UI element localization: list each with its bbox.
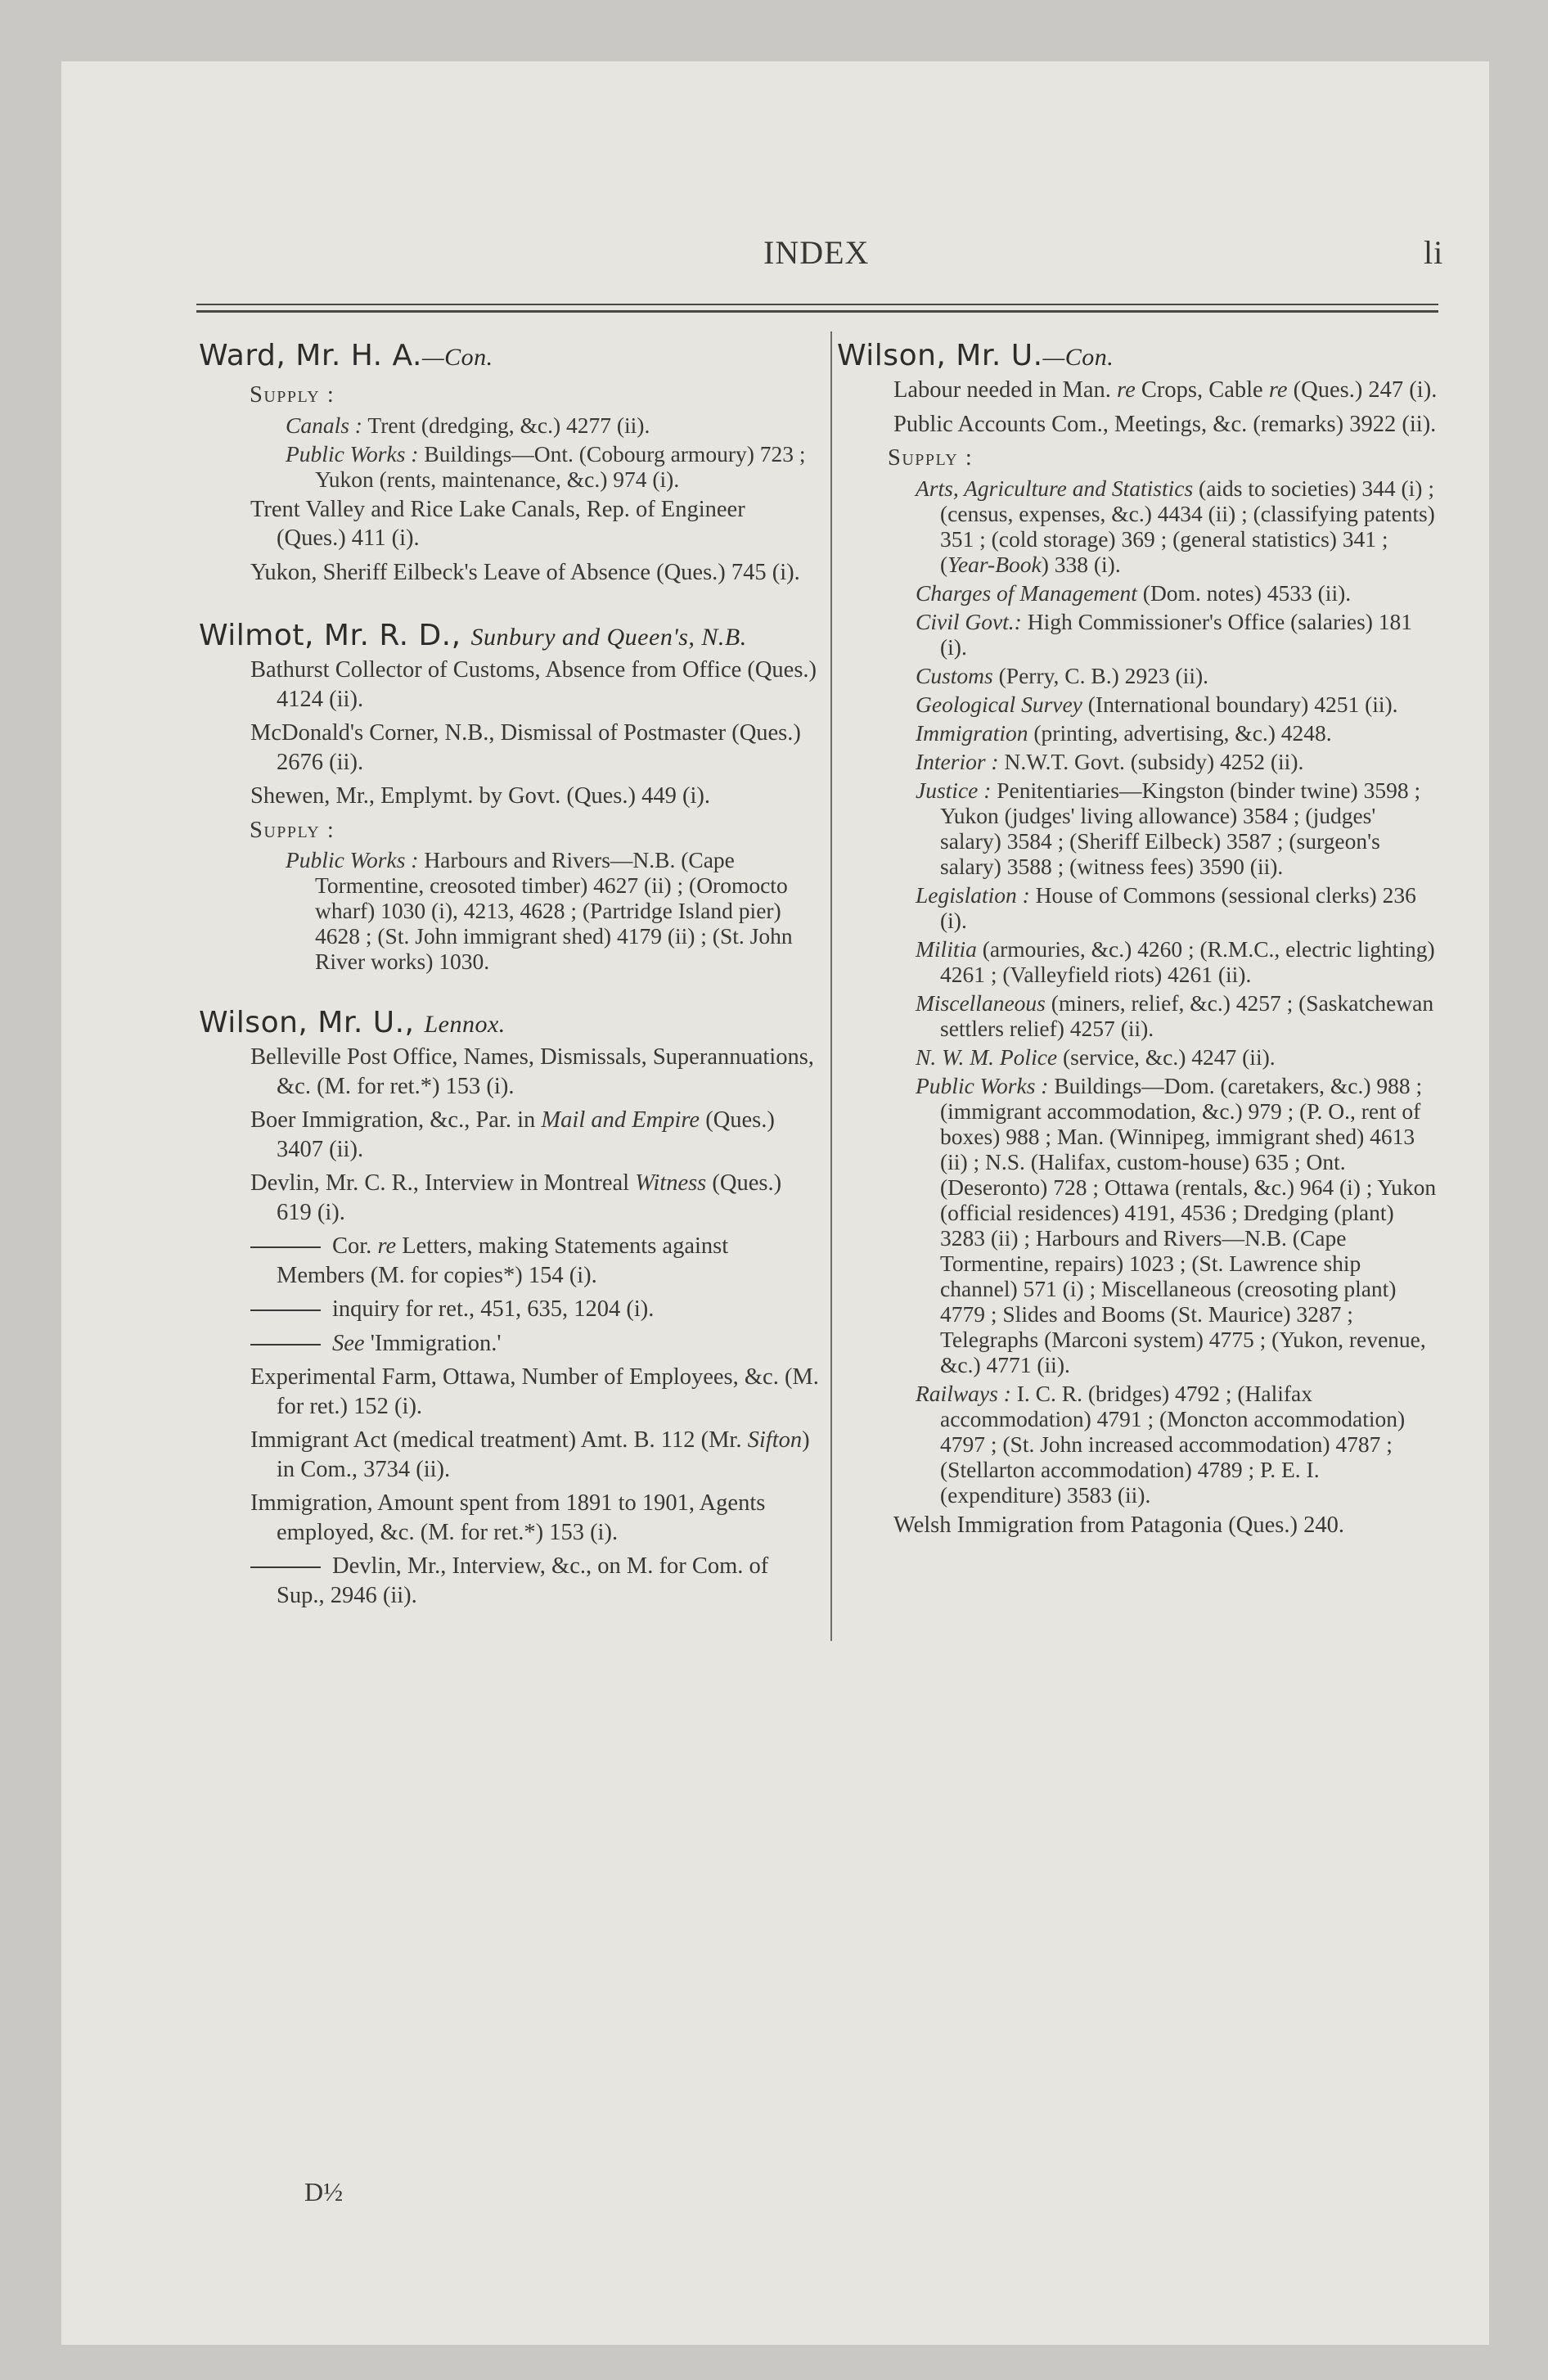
ditto-dash bbox=[250, 1309, 321, 1311]
index-entry: Experimental Farm, Ottawa, Number of Employees, &c. (M. for ret.) 152 (i). bbox=[250, 1364, 819, 1419]
index-subentry: Devlin, Mr., Interview, &c., on M. for Com. of Sup., 2946 (ii). bbox=[225, 1552, 819, 1610]
entry-heading: Wilson, Mr. U.—Con. bbox=[837, 339, 1114, 372]
supply-item: Justice : Penitentiaries—Kingston (binder twine) 3598 ; Yukon (judges' living allowance) 3584 ; (judges' salary) 3584 ; (Sheriff Eilbeck) 3587 ; (surgeon's salary) 3588 ; (witness fees) 3590 (ii). bbox=[916, 777, 1421, 879]
index-entry: Public Accounts Com., Meetings, &c. (remarks) 3922 (ii). bbox=[893, 411, 1437, 437]
ditto-dash bbox=[250, 1344, 321, 1346]
supply-item: Immigration (printing, advertising, &c.) 4248. bbox=[916, 719, 1332, 746]
page bbox=[61, 61, 1489, 2345]
entry-heading: Wilson, Mr. U., Lennox. bbox=[199, 1006, 506, 1039]
entry-heading: Ward, Mr. H. A.—Con. bbox=[199, 339, 493, 372]
ditto-dash bbox=[250, 1566, 321, 1568]
index-entry: Boer Immigration, &c., Par. in Mail and Empire (Ques.) 3407 (ii). bbox=[250, 1107, 775, 1162]
page-title: INDEX bbox=[763, 234, 870, 271]
supply-item: Arts, Agriculture and Statistics (aids to societies) 344 (i) ; (census, expenses, &c.) 4434 (ii) ; (classifying patents) 351 ; (cold storage) 369 ; (general statistics) 341 ; (Year-Book) 338 (i). bbox=[916, 475, 1435, 577]
index-entry: Immigration, Amount spent from 1891 to 1901, Agents employed, &c. (M. for ret.*) 153 (i). bbox=[250, 1490, 766, 1545]
ditto-dash bbox=[250, 1246, 321, 1248]
signature-mark: D½ bbox=[304, 2177, 344, 2206]
supply-item: Public Works : Buildings—Ont. (Cobourg armoury) 723 ; Yukon (rents, maintenance, &c.) 974 (i). bbox=[286, 440, 806, 492]
header-rule-thick bbox=[196, 310, 1438, 313]
supply-item: Canals : Trent (dredging, &c.) 4277 (ii). bbox=[286, 412, 650, 438]
index-entry: Bathurst Collector of Customs, Absence from Office (Ques.) 4124 (ii). bbox=[250, 657, 817, 712]
index-subentry: inquiry for ret., 451, 635, 1204 (i). bbox=[225, 1295, 819, 1324]
supply-item: Militia (armouries, &c.) 4260 ; (R.M.C., electric lighting) 4261 ; (Valleyfield riots) 4261 (ii). bbox=[916, 935, 1435, 987]
supply-item: Public Works : Harbours and Rivers—N.B. (Cape Tormentine, creosoted timber) 4627 (ii) ; (Oromocto wharf) 1030 (i), 4213, 4628 ; (Partridge Island pier) 4628 ; (St. John immigrant shed) 4179 (ii) ; (St. John River works) 1030. bbox=[286, 847, 793, 974]
left-column bbox=[199, 338, 819, 1615]
index-entry: Welsh Immigration from Patagonia (Ques.) 240. bbox=[893, 1512, 1344, 1538]
supply-item: Geological Survey (International boundary) 4251 (ii). bbox=[916, 691, 1398, 717]
page-number: li bbox=[1424, 234, 1444, 271]
supply-item: Interior : N.W.T. Govt. (subsidy) 4252 (ii). bbox=[916, 748, 1304, 774]
index-entry: McDonald's Corner, N.B., Dismissal of Postmaster (Ques.) 2676 (ii). bbox=[250, 720, 801, 775]
index-subentry: Cor. re Letters, making Statements against Members (M. for copies*) 154 (i). bbox=[225, 1232, 819, 1290]
index-entry: Belleville Post Office, Names, Dismissals, Superannuations, &c. (M. for ret.*) 153 (i). bbox=[250, 1044, 814, 1099]
right-column bbox=[837, 338, 1441, 1544]
supply-item: Customs (Perry, C. B.) 2923 (ii). bbox=[916, 662, 1209, 688]
index-entry: Labour needed in Man. re Crops, Cable re (Ques.) 247 (i). bbox=[893, 377, 1438, 403]
supply-heading: Supply : bbox=[888, 445, 974, 471]
supply-item: Railways : I. C. R. (bridges) 4792 ; (Halifax accommodation) 4791 ; (Moncton accommodation) 4797 ; (St. John increased accommodation) 4787 ; (Stellarton accommodation) 4789 ; P. E. I. (expenditure) 3583 (ii). bbox=[916, 1380, 1406, 1508]
supply-item: Public Works : Buildings—Dom. (caretakers, &c.) 988 ; (immigrant accommodation, &c.) 979 ; (P. O., rent of boxes) 988 ; Man. (Winnipeg, immigrant shed) 4613 (ii) ; N.S. (Halifax, custom-house) 635 ; Ont. (Deseronto) 728 ; Ottawa (rentals, &c.) 964 (i) ; Yukon (official residences) 4191, 4536 ; Dredging (plant) 3283 (ii) ; Harbours and Rivers—N.B. (Cape Tormentine, repairs) 1023 ; (St. Lawrence ship channel) 571 (i) ; Miscellaneous (creosoting plant) 4779 ; Slides and Booms (St. Maurice) 3287 ; Telegraphs (Marconi system) 4775 ; (Yukon, revenue, &c.) 4771 (ii). bbox=[916, 1072, 1437, 1377]
index-entry: Yukon, Sheriff Eilbeck's Leave of Absence (Ques.) 745 (i). bbox=[250, 559, 800, 585]
supply-item: Legislation : House of Commons (sessional clerks) 236 (i). bbox=[916, 881, 1416, 933]
supply-item: Civil Govt.: High Commissioner's Office (salaries) 181 (i). bbox=[916, 608, 1413, 660]
supply-item: N. W. M. Police (service, &c.) 4247 (ii). bbox=[916, 1044, 1276, 1070]
index-entry: Shewen, Mr., Emplymt. by Govt. (Ques.) 449 (i). bbox=[250, 783, 711, 809]
index-entry: Trent Valley and Rice Lake Canals, Rep. of Engineer (Ques.) 411 (i). bbox=[250, 496, 745, 551]
header-rule-thin bbox=[196, 304, 1438, 305]
index-entry: Devlin, Mr. C. R., Interview in Montreal Witness (Ques.) 619 (i). bbox=[250, 1170, 782, 1225]
supply-heading: Supply : bbox=[250, 817, 335, 843]
index-subentry: See 'Immigration.' bbox=[225, 1329, 819, 1359]
index-entry: Immigrant Act (medical treatment) Amt. B. 112 (Mr. Sifton) in Com., 3734 (ii). bbox=[250, 1427, 810, 1482]
supply-item: Miscellaneous (miners, relief, &c.) 4257 ; (Saskatchewan settlers relief) 4257 (ii). bbox=[916, 989, 1434, 1041]
supply-heading: Supply : bbox=[250, 382, 335, 408]
supply-item: Charges of Management (Dom. notes) 4533 (ii). bbox=[916, 579, 1352, 606]
column-divider bbox=[830, 331, 832, 1641]
entry-heading: Wilmot, Mr. R. D., Sunbury and Queen's, N.B. bbox=[199, 619, 747, 652]
